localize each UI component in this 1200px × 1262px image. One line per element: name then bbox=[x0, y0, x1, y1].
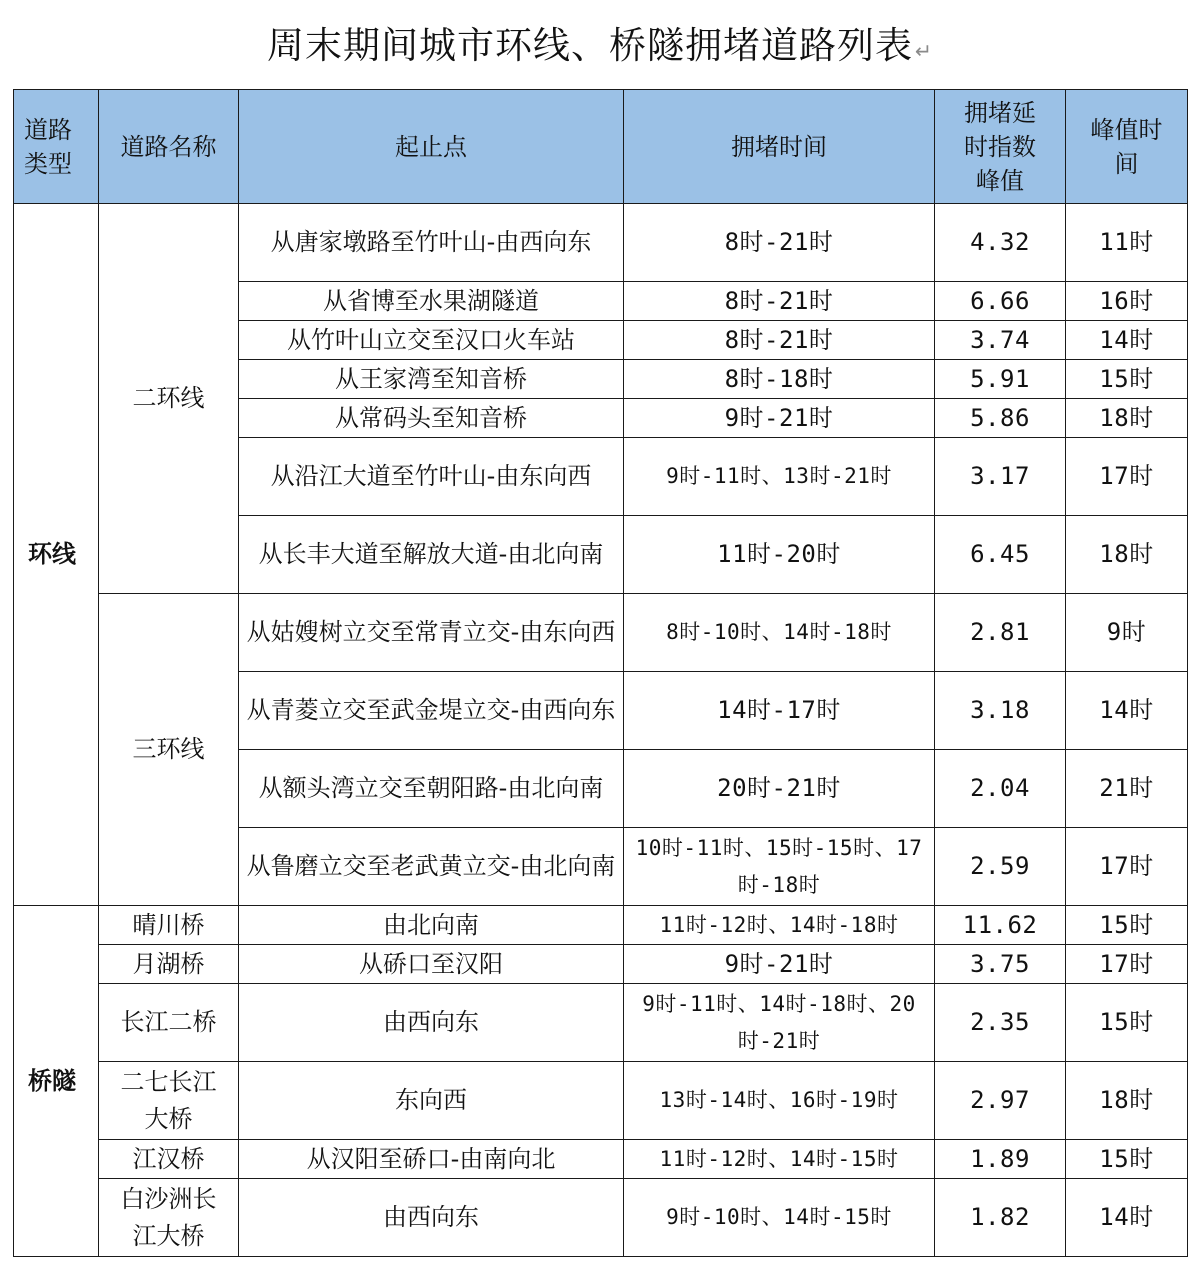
congestion-table bbox=[13, 89, 1188, 1257]
delay-index-cell bbox=[935, 438, 1066, 516]
peak-time-cell bbox=[1066, 321, 1188, 360]
congestion-time-cell bbox=[624, 945, 935, 984]
table-row bbox=[14, 204, 1188, 282]
route-cell bbox=[239, 321, 624, 360]
route-cell bbox=[239, 594, 624, 672]
road-name-label: 二七长江大桥 bbox=[120, 1067, 217, 1133]
congestion-time-text: 9时-21时 bbox=[724, 949, 834, 978]
delay-index-text: 1.82 bbox=[970, 1203, 1030, 1231]
peak-time-text: 16时 bbox=[1099, 286, 1154, 315]
delay-index-cell bbox=[935, 516, 1066, 594]
route-text: 从鲁磨立交至老武黄立交-由北向南 bbox=[246, 852, 616, 880]
table-header bbox=[14, 90, 1188, 204]
road-name-cell bbox=[99, 204, 239, 594]
header-congestion-time bbox=[624, 90, 935, 204]
peak-time-text: 14时 bbox=[1099, 1203, 1154, 1231]
delay-index-cell bbox=[935, 1062, 1066, 1140]
route-cell bbox=[239, 906, 624, 945]
road-type-cell bbox=[14, 906, 99, 1257]
peak-time-cell bbox=[1066, 945, 1188, 984]
route-cell bbox=[239, 1140, 624, 1179]
delay-index-cell bbox=[935, 672, 1066, 750]
peak-time-text: 17时 bbox=[1099, 949, 1154, 978]
peak-time-cell bbox=[1066, 828, 1188, 906]
document-title bbox=[0, 22, 1200, 75]
route-text: 由西向东 bbox=[383, 1008, 479, 1036]
congestion-time-text: 9时-10时、14时-15时 bbox=[666, 1205, 892, 1229]
road-name-label: 长江二桥 bbox=[120, 1008, 217, 1036]
congestion-time-text: 10时-11时、15时-15时、17时-18时 bbox=[635, 835, 923, 897]
route-text: 从沿江大道至竹叶山-由东向西 bbox=[270, 462, 592, 490]
congestion-time-cell bbox=[624, 594, 935, 672]
route-cell bbox=[239, 750, 624, 828]
delay-index-text: 2.59 bbox=[970, 852, 1030, 880]
header-congestion-time-label: 拥堵时间 bbox=[731, 132, 827, 161]
route-cell bbox=[239, 399, 624, 438]
delay-index-text: 5.86 bbox=[970, 403, 1030, 432]
route-text: 由西向东 bbox=[383, 1203, 479, 1231]
header-delay-index-peak bbox=[935, 90, 1066, 204]
peak-time-cell bbox=[1066, 672, 1188, 750]
route-cell bbox=[239, 282, 624, 321]
delay-index-cell bbox=[935, 399, 1066, 438]
congestion-time-text: 8时-10时、14时-18时 bbox=[666, 620, 892, 644]
route-text: 从汉阳至硚口-由南向北 bbox=[306, 1144, 556, 1173]
delay-index-text: 1.89 bbox=[970, 1144, 1030, 1173]
congestion-time-cell bbox=[624, 1062, 935, 1140]
delay-index-text: 3.74 bbox=[970, 325, 1030, 354]
peak-time-cell bbox=[1066, 1179, 1188, 1257]
route-cell bbox=[239, 438, 624, 516]
delay-index-text: 3.75 bbox=[970, 949, 1030, 978]
delay-index-cell bbox=[935, 1179, 1066, 1257]
congestion-time-text: 20时-21时 bbox=[717, 774, 841, 802]
peak-time-cell bbox=[1066, 594, 1188, 672]
peak-time-cell bbox=[1066, 360, 1188, 399]
congestion-time-cell bbox=[624, 906, 935, 945]
peak-time-cell bbox=[1066, 438, 1188, 516]
route-text: 从竹叶山立交至汉口火车站 bbox=[287, 325, 575, 354]
header-route bbox=[239, 90, 624, 204]
road-type-label: 环线 bbox=[28, 540, 76, 568]
congestion-time-text: 14时-17时 bbox=[717, 696, 841, 724]
route-cell bbox=[239, 1062, 624, 1140]
delay-index-cell bbox=[935, 750, 1066, 828]
table-row bbox=[14, 594, 1188, 672]
peak-time-text: 11时 bbox=[1099, 228, 1154, 256]
delay-index-cell bbox=[935, 594, 1066, 672]
route-cell bbox=[239, 360, 624, 399]
peak-time-cell bbox=[1066, 399, 1188, 438]
peak-time-cell bbox=[1066, 750, 1188, 828]
delay-index-text: 11.62 bbox=[962, 910, 1038, 939]
road-name-label: 二环线 bbox=[132, 384, 205, 412]
delay-index-text: 3.17 bbox=[970, 462, 1030, 490]
road-name-cell bbox=[99, 906, 239, 945]
peak-time-text: 18时 bbox=[1099, 540, 1154, 568]
delay-index-cell bbox=[935, 204, 1066, 282]
route-text: 由北向南 bbox=[383, 910, 479, 939]
peak-time-text: 14时 bbox=[1099, 325, 1154, 354]
header-road-name-label: 道路名称 bbox=[120, 132, 217, 161]
congestion-time-cell bbox=[624, 672, 935, 750]
route-text: 从额头湾立交至朝阳路-由北向南 bbox=[258, 774, 604, 802]
route-text: 从青菱立交至武金堤立交-由西向东 bbox=[246, 696, 616, 724]
delay-index-text: 6.66 bbox=[970, 286, 1030, 315]
congestion-time-cell bbox=[624, 984, 935, 1062]
congestion-time-text: 11时-20时 bbox=[717, 540, 841, 568]
header-road-name bbox=[99, 90, 239, 204]
paragraph-mark-icon: ↵ bbox=[914, 39, 934, 63]
delay-index-cell bbox=[935, 321, 1066, 360]
congestion-time-cell bbox=[624, 399, 935, 438]
route-text: 从唐家墩路至竹叶山-由西向东 bbox=[270, 228, 592, 256]
peak-time-text: 15时 bbox=[1099, 1144, 1154, 1173]
congestion-time-cell bbox=[624, 204, 935, 282]
route-text: 从常码头至知音桥 bbox=[335, 403, 527, 432]
delay-index-text: 2.35 bbox=[970, 1008, 1030, 1036]
congestion-time-cell bbox=[624, 360, 935, 399]
route-cell bbox=[239, 516, 624, 594]
delay-index-text: 4.32 bbox=[970, 228, 1030, 256]
congestion-time-text: 13时-14时、16时-19时 bbox=[659, 1088, 899, 1112]
peak-time-text: 21时 bbox=[1099, 774, 1154, 802]
peak-time-text: 15时 bbox=[1099, 364, 1154, 393]
road-name-label: 晴川桥 bbox=[132, 910, 205, 939]
road-name-label: 月湖桥 bbox=[132, 949, 205, 978]
delay-index-cell bbox=[935, 984, 1066, 1062]
congestion-time-text: 8时-21时 bbox=[724, 228, 834, 256]
road-name-cell bbox=[99, 594, 239, 906]
delay-index-text: 6.45 bbox=[970, 540, 1030, 568]
table-row bbox=[14, 1062, 1188, 1140]
peak-time-text: 14时 bbox=[1099, 696, 1154, 724]
congestion-time-text: 8时-21时 bbox=[724, 325, 834, 354]
congestion-time-cell bbox=[624, 321, 935, 360]
delay-index-text: 5.91 bbox=[970, 364, 1030, 393]
congestion-time-text: 8时-21时 bbox=[724, 286, 834, 315]
header-peak-time-label: 峰值时间 bbox=[1090, 115, 1163, 178]
road-name-cell bbox=[99, 1179, 239, 1257]
route-text: 东向西 bbox=[395, 1086, 467, 1114]
road-name-cell bbox=[99, 984, 239, 1062]
congestion-time-cell bbox=[624, 516, 935, 594]
congestion-time-text: 11时-12时、14时-15时 bbox=[659, 1146, 899, 1171]
road-name-label: 白沙洲长江大桥 bbox=[120, 1184, 217, 1250]
route-cell bbox=[239, 984, 624, 1062]
route-cell bbox=[239, 828, 624, 906]
peak-time-text: 18时 bbox=[1099, 1086, 1154, 1114]
table-row bbox=[14, 1140, 1188, 1179]
road-name-cell bbox=[99, 945, 239, 984]
congestion-time-cell bbox=[624, 282, 935, 321]
delay-index-cell bbox=[935, 906, 1066, 945]
delay-index-cell bbox=[935, 945, 1066, 984]
congestion-time-text: 9时-21时 bbox=[724, 403, 834, 432]
table-row bbox=[14, 906, 1188, 945]
peak-time-text: 18时 bbox=[1099, 403, 1154, 432]
road-name-label: 三环线 bbox=[132, 735, 205, 763]
header-road-type-label: 道路类型 bbox=[24, 115, 72, 178]
route-cell bbox=[239, 1179, 624, 1257]
peak-time-cell bbox=[1066, 204, 1188, 282]
peak-time-text: 17时 bbox=[1099, 852, 1154, 880]
header-road-type bbox=[14, 90, 99, 204]
route-text: 从省博至水果湖隧道 bbox=[323, 286, 539, 315]
table-body bbox=[14, 204, 1188, 1257]
table-row bbox=[14, 1179, 1188, 1257]
delay-index-text: 3.18 bbox=[970, 696, 1030, 724]
congestion-time-text: 9时-11时、14时-18时、20时-21时 bbox=[642, 991, 916, 1053]
title-text: 周末期间城市环线、桥隧拥堵道路列表 bbox=[266, 24, 913, 67]
congestion-time-text: 11时-12时、14时-18时 bbox=[659, 912, 899, 937]
route-text: 从姑嫂树立交至常青立交-由东向西 bbox=[246, 618, 616, 646]
peak-time-cell bbox=[1066, 282, 1188, 321]
header-row bbox=[14, 90, 1188, 204]
header-peak-time bbox=[1066, 90, 1188, 204]
congestion-time-cell bbox=[624, 438, 935, 516]
peak-time-cell bbox=[1066, 906, 1188, 945]
peak-time-text: 15时 bbox=[1099, 1008, 1154, 1036]
header-delay-index-peak-label: 拥堵延时指数峰值 bbox=[964, 98, 1036, 195]
congestion-time-cell bbox=[624, 1179, 935, 1257]
delay-index-text: 2.97 bbox=[970, 1086, 1030, 1114]
congestion-time-cell bbox=[624, 1140, 935, 1179]
road-type-label: 桥隧 bbox=[28, 1066, 76, 1095]
peak-time-text: 17时 bbox=[1099, 462, 1154, 490]
road-name-cell bbox=[99, 1140, 239, 1179]
route-text: 从长丰大道至解放大道-由北向南 bbox=[258, 540, 604, 568]
delay-index-cell bbox=[935, 828, 1066, 906]
road-name-label: 江汉桥 bbox=[132, 1144, 205, 1173]
peak-time-cell bbox=[1066, 516, 1188, 594]
route-cell bbox=[239, 204, 624, 282]
congestion-time-cell bbox=[624, 828, 935, 906]
table-row bbox=[14, 945, 1188, 984]
congestion-time-cell bbox=[624, 750, 935, 828]
route-cell bbox=[239, 945, 624, 984]
delay-index-cell bbox=[935, 282, 1066, 321]
delay-index-text: 2.04 bbox=[970, 774, 1030, 802]
route-text: 从王家湾至知音桥 bbox=[335, 364, 527, 393]
route-cell bbox=[239, 672, 624, 750]
peak-time-cell bbox=[1066, 1140, 1188, 1179]
road-name-cell bbox=[99, 1062, 239, 1140]
delay-index-text: 2.81 bbox=[970, 618, 1030, 646]
peak-time-cell bbox=[1066, 1062, 1188, 1140]
peak-time-cell bbox=[1066, 984, 1188, 1062]
congestion-time-text: 9时-11时、13时-21时 bbox=[666, 464, 892, 488]
delay-index-cell bbox=[935, 1140, 1066, 1179]
header-route-label: 起止点 bbox=[395, 132, 467, 161]
peak-time-text: 15时 bbox=[1099, 910, 1154, 939]
road-type-cell bbox=[14, 204, 99, 906]
peak-time-text: 9时 bbox=[1106, 618, 1147, 646]
table-row bbox=[14, 984, 1188, 1062]
congestion-time-text: 8时-18时 bbox=[724, 364, 834, 393]
delay-index-cell bbox=[935, 360, 1066, 399]
route-text: 从硚口至汉阳 bbox=[359, 949, 503, 978]
